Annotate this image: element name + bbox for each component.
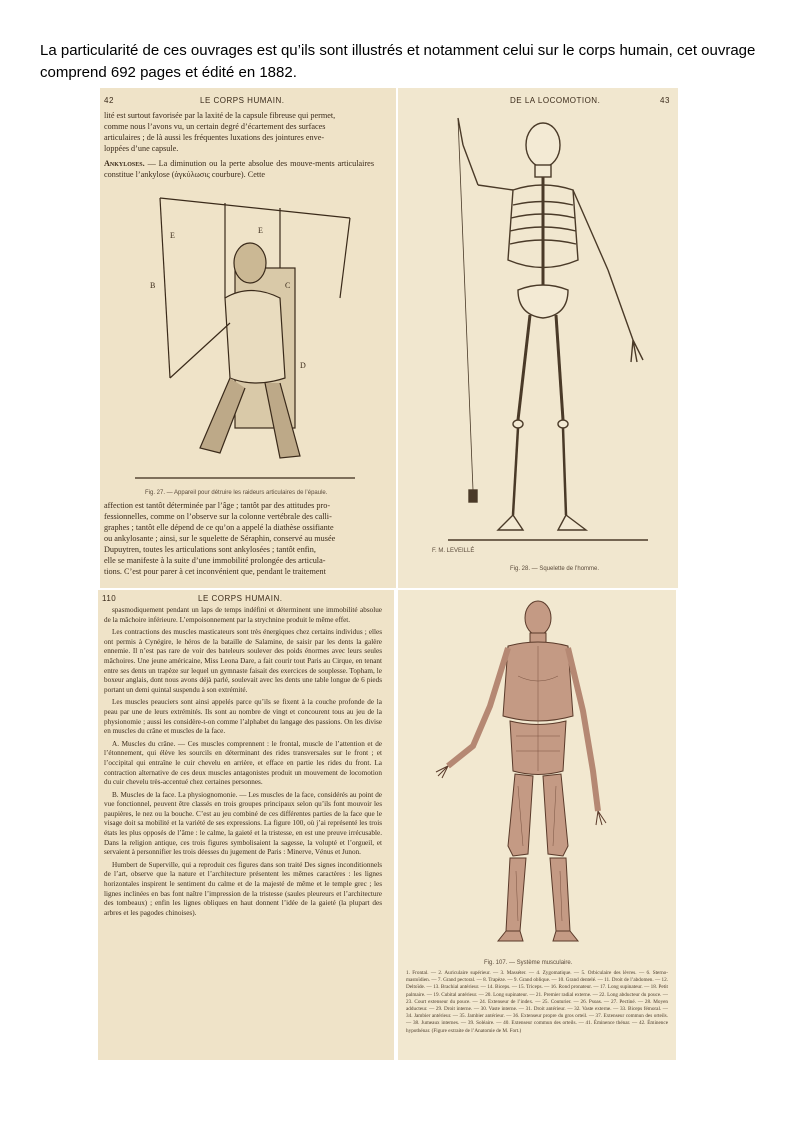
fig-letter: E: [170, 231, 175, 240]
page-header: DE LA LOCOMOTION.: [510, 96, 601, 105]
text-line: comme nous l’avons vu, un certain degré d’écartement des surfaces: [104, 122, 326, 131]
text-line: loppées d’une capsule.: [104, 144, 179, 153]
fig-letter: B: [150, 281, 156, 290]
text-block-top: [104, 110, 374, 180]
apparatus-illustration: [130, 188, 360, 488]
page-header: LE CORPS HUMAIN.: [200, 96, 285, 105]
muscular-system-illustration: [428, 596, 648, 951]
figure-caption: Fig. 27. — Appareil pour détruire les raideurs articulaires de l’épaule.: [145, 490, 328, 496]
scan-page-ankylose: [100, 88, 396, 588]
scan-page-skeleton: [398, 88, 678, 588]
paragraph: Humbert de Superville, qui a reproduit ces figures dans son traité Des signes inconditionnels de l’art, observe que la nature et l’architecture présentent les mêmes caractères : les lignes horizontales inspirent le sentiment du calme et de la majesté de même et le temple grec ; les lignes inclinées en bas font naître l’impression de la tristesse (saules pleureurs et l’architecture des tombeaux) ; enfin les lignes obliques en haut donnent l’idée de la gaieté (la plupart des arbres et les pagodes chinoises).: [104, 860, 382, 917]
ankylose-paragraph: [104, 158, 374, 180]
text-line: graphes ; tantôt elle dépend de ce qu’on a appelé la diathèse ossifiante: [104, 523, 334, 532]
artist-signature: F. M. LEVEILLÉ: [432, 548, 475, 554]
text-line: elle se manifeste à la suite d’une immobilité prolongée des articula-: [104, 556, 326, 565]
paragraph-text: — La diminution ou la perte absolue des mouve-ments articulaires constitue l’ankylose (ἀγκύλωσις courbure). Cette: [104, 159, 374, 179]
fig-letter: D: [300, 361, 306, 370]
text-block-bottom: [104, 500, 374, 577]
figure-caption: Fig. 107. — Système musculaire.: [484, 960, 573, 966]
fig-letter: E: [258, 226, 263, 235]
text-line: articulaires ; de là aussi les fréquentes luxations des jointures enve-: [104, 133, 325, 142]
text-line: lité est surtout favorisée par la laxité de la capsule fibreuse qui permet,: [104, 111, 336, 120]
page-folio: 42: [104, 96, 114, 105]
fig-letter: C: [285, 281, 291, 290]
text-line: Dupuytren, toutes les articulations sont ankylosées ; tantôt enfin,: [104, 545, 316, 554]
text-line: ou ankylosante ; ainsi, sur le squelette de Séraphin, conservé au musée: [104, 534, 336, 543]
paragraph: A. Muscles du crâne. — Ces muscles comprennent : le frontal, muscle de l’attention et de l’étonnement, qui élève les sourcils en déterminant des rides transversales sur le front ; et l’occipital qui entraîne le cuir chevelu en arrière, et efface en partie les rides du front. La contraction alternative de ces deux muscles antagonistes produit un mouvement de locomotion du cuir chevelu très-accentué chez certaines personnes.: [104, 739, 382, 787]
figure-legend: 1. Frontal. — 2. Auriculaire supérieur. — 3. Masséter. — 4. Zygomatique. — 5. Orbiculaire des lèvres. — 6. Sterno-mastoïdien. — 7. Grand pectoral. — 8. Trapèze. — 9. Grand oblique. — 10. Grand dentelé. — 11. Droit de l’abdomen. — 12. Deltoïde. — 13. Brachial antérieur. — 14. Biceps. — 15. Triceps. — 16. Rond pronateur. — 17. Long supinateur. — 18. Petit palmaire. — 19. Cubital antérieur. — 20. Long supinateur. — 21. Premier radial externe. — 22. Long abducteur du pouce. — 23. Court extenseur du pouce. — 24. Extenseur de l’index. — 25. Couturier. — 26. Psoas. — 27. Pectiné. — 28. Moyen adducteur. — 29. Droit interne. — 30. Vaste interne. — 31. Droit antérieur. — 32. Vaste externe. — 33. Biceps fémoral. — 34. Jambier antérieur. — 35. Jambier antérieur. — 36. Extenseur propre du gros orteil. — 37. Extenseur commun des orteils. — 38. Jumeaux internes. — 39. Soléaire. — 40. Extenseur commun des orteils. — 41. Éminence thénar. — 42. Éminence hypothénar. (Figure extraite de l’Anatomie de M. Fort.): [406, 970, 668, 1034]
intro-text: La particularité de ces ouvrages est qu’ils sont illustrés et notamment celui sur le corps humain, cet ouvrage comprend 692 pages et édité en 1882.: [40, 42, 756, 81]
page-header: LE CORPS HUMAIN.: [198, 594, 283, 603]
paragraph: B. Muscles de la face. La physiognomonie. — Les muscles de la face, considérés au point de vue fonctionnel, peuvent être classés en trois groupes principaux selon qu’ils font mouvoir les paupières, le nez ou la bouche. C’est au jeu combiné de ces différentes parties de la face que le visage doit sa mobilité et la variété de ses expressions. La figure 100, où j’ai représenté les trois états les plus opposés de l’âme : le calme, la gaieté et la tristesse, en est une preuve irrécusable. Dans la religion antique, ces trois figures symbolisaient la sagesse, la volupté et l’orgueil, et servaient à personnifier les trois déesses du jugement de Paris : Minerve, Vénus et Junon.: [104, 790, 382, 857]
page-folio: 43: [660, 96, 670, 105]
section-heading: Ankyloses.: [104, 159, 145, 168]
paragraph: Les contractions des muscles masticateurs sont très énergiques chez certains individus ; elles ont permis à Cynégire, le héros de la bataille de Salamine, de saisir par les dents la galère ennemie. Il n’est pas rare de voir des bateleurs soulever des poids énormes avec leurs seules mâchoires. Une jeune américaine, Miss Leona Dare, a fait courir tout Paris au Cirque, en tenant entre ses dents un trapèze sur lequel un gymnaste faisait des exercices de souplesse. Topham, le boxeur anglais, dont nous avons déjà parlé, soulevait avec les dents une table longue de 6 pieds portant un demi quintal suspendu à son extrémité.: [104, 628, 382, 694]
skeleton-illustration: [418, 110, 668, 560]
text-line: affection est tantôt déterminée par l’âge ; tantôt par des attitudes pro-: [104, 501, 331, 510]
figure-caption: Fig. 28. — Squelette de l’homme.: [510, 566, 600, 572]
page-folio: 110: [102, 594, 117, 603]
scan-page-muscles-text: [98, 590, 394, 1060]
text-block: [104, 606, 382, 921]
scan-page-muscles-figure: [398, 590, 676, 1060]
text-line: fessionnelles, comme on l’observe sur la colonne vertébrale des calli-: [104, 512, 332, 521]
paragraph: spasmodiquement pendant un laps de temps indéfini et déterminent une immobilité absolue de la mâchoire inférieure. L’empoisonnement par la strychnine produit le même effet.: [104, 606, 382, 624]
text-line: tions. C’est pour parer à cet inconvénient que, pendant le traitement: [104, 567, 326, 576]
paragraph: Les muscles peauciers sont ainsi appelés parce qu’ils se fixent à la couche profonde de la peau par une de leurs extrémités. Ils sont au nombre de vingt et concourent tous au jeu de la physionomie ; aussi les considère-t-on comme l’alphabet du langage des passions. On les divise en muscles du crâne et muscles de la face.: [104, 698, 382, 736]
